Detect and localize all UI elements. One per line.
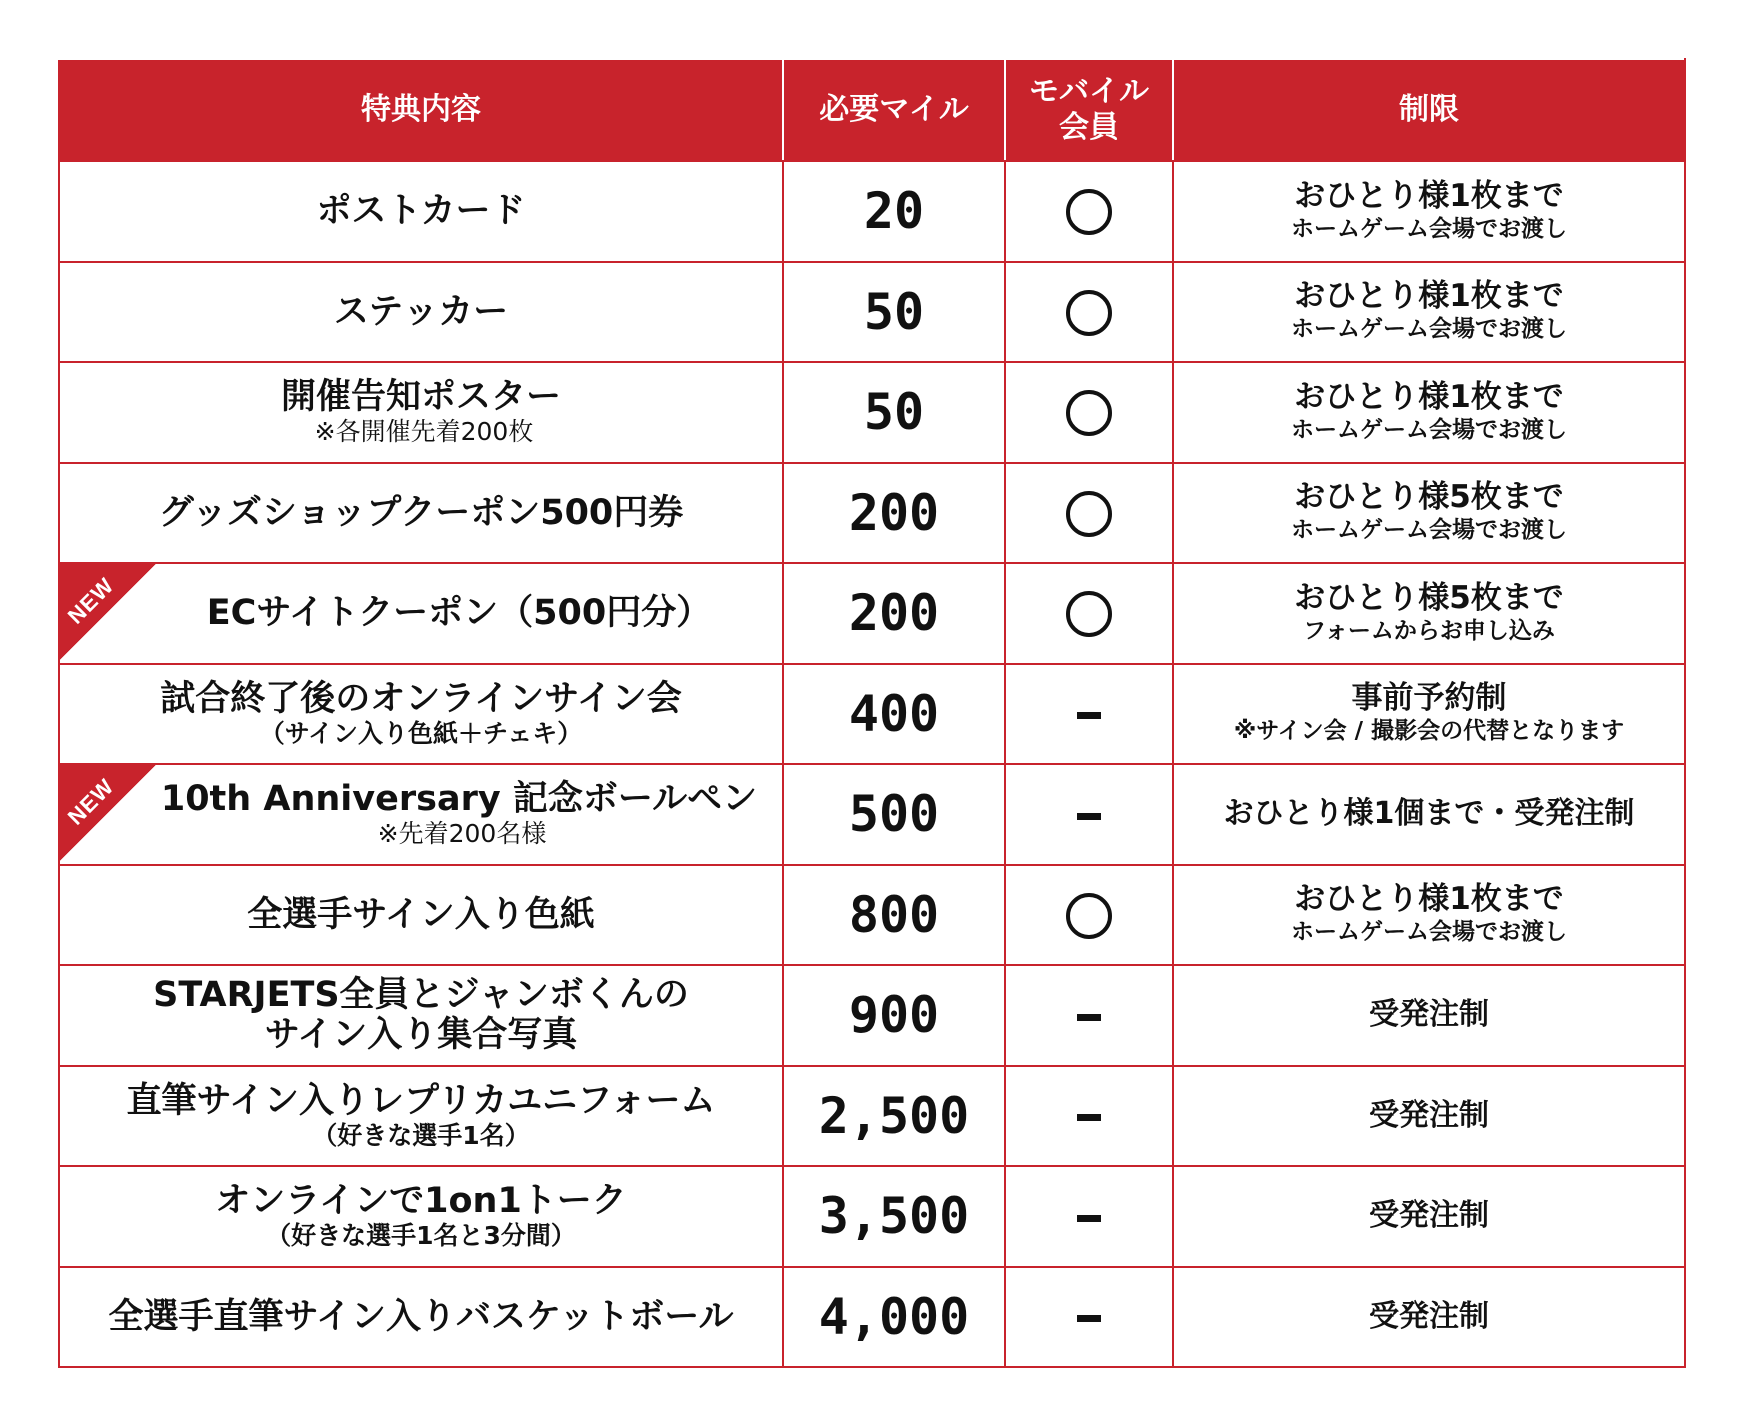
limit-main: おひとり様1枚まで xyxy=(1294,378,1564,415)
available-circle-icon xyxy=(1066,591,1112,637)
limit-cell xyxy=(1173,1267,1685,1368)
item-cell xyxy=(59,161,783,262)
table-row xyxy=(59,161,1685,262)
miles-value: 200 xyxy=(783,463,1005,564)
mobile-cell xyxy=(1005,161,1173,262)
miles-value: 4,000 xyxy=(783,1267,1005,1368)
new-badge-label: NEW xyxy=(62,773,119,830)
limit-main: おひとり様1枚まで xyxy=(1294,278,1564,315)
mobile-cell xyxy=(1005,664,1173,765)
limit-cell xyxy=(1173,664,1685,765)
header-row xyxy=(59,59,1685,161)
mobile-cell xyxy=(1005,1166,1173,1267)
item-name: 開催告知ポスター xyxy=(280,377,561,418)
miles-value: 900 xyxy=(783,965,1005,1066)
table-row xyxy=(59,664,1685,765)
item-name: 試合終了後のオンラインサイン会 xyxy=(160,678,682,719)
item-cell xyxy=(59,1166,783,1267)
item-cell xyxy=(59,664,783,765)
miles-value: 400 xyxy=(783,664,1005,765)
miles-value: 50 xyxy=(783,262,1005,363)
limit-main: 受発注制 xyxy=(1369,1198,1489,1234)
miles-value: 200 xyxy=(783,563,1005,664)
miles-value: 3,500 xyxy=(783,1166,1005,1267)
mobile-cell xyxy=(1005,362,1173,463)
limit-main: おひとり様1枚まで xyxy=(1294,177,1564,214)
limit-sub: ホームゲーム会場でお渡し xyxy=(1291,215,1567,242)
table-row xyxy=(59,563,1685,664)
unavailable-dash-icon xyxy=(1077,1215,1101,1222)
item-name: オンラインで1on1トーク xyxy=(215,1181,627,1222)
header-mobile xyxy=(1005,59,1173,161)
item-cell xyxy=(59,764,783,865)
item-cell xyxy=(59,463,783,564)
mobile-cell xyxy=(1005,965,1173,1066)
miles-value: 800 xyxy=(783,865,1005,966)
limit-cell xyxy=(1173,1166,1685,1267)
header-limit: 制限 xyxy=(1173,59,1685,161)
rewards-table xyxy=(58,58,1686,1368)
header-mobile-line2: 会員 xyxy=(1059,110,1119,145)
item-name: 10th Anniversary 記念ボールペン xyxy=(160,779,758,820)
item-name-line2: サイン入り集合写真 xyxy=(264,1015,578,1056)
table-row xyxy=(59,1066,1685,1167)
available-circle-icon xyxy=(1066,390,1112,436)
mobile-cell xyxy=(1005,865,1173,966)
mobile-cell xyxy=(1005,1066,1173,1167)
item-note: （好きな選手1名と3分間） xyxy=(266,1221,576,1251)
new-badge xyxy=(60,765,156,861)
limit-sub: フォームからお申し込み xyxy=(1303,617,1555,644)
mobile-cell xyxy=(1005,1267,1173,1368)
item-note: ※先着200名様 xyxy=(377,819,547,849)
limit-cell xyxy=(1173,463,1685,564)
item-name: グッズショップクーポン500円券 xyxy=(158,492,684,533)
table-row xyxy=(59,865,1685,966)
limit-cell xyxy=(1173,563,1685,664)
item-cell xyxy=(59,1066,783,1167)
limit-main: おひとり様1枚まで xyxy=(1294,881,1564,918)
header-mobile-line1: モバイル xyxy=(1029,74,1149,109)
limit-main: おひとり様5枚まで xyxy=(1294,579,1564,616)
limit-sub: ホームゲーム会場でお渡し xyxy=(1291,517,1567,544)
available-circle-icon xyxy=(1066,189,1112,235)
new-badge xyxy=(60,564,156,660)
limit-sub: ※サイン会 / 撮影会の代替となります xyxy=(1233,718,1625,745)
mobile-cell xyxy=(1005,764,1173,865)
available-circle-icon xyxy=(1066,491,1112,537)
limit-sub: ホームゲーム会場でお渡し xyxy=(1291,919,1567,946)
table-body xyxy=(59,161,1685,1367)
item-name: ステッカー xyxy=(333,291,509,332)
table-row xyxy=(59,1267,1685,1368)
unavailable-dash-icon xyxy=(1077,1014,1101,1021)
available-circle-icon xyxy=(1066,290,1112,336)
item-cell xyxy=(59,865,783,966)
unavailable-dash-icon xyxy=(1077,1114,1101,1121)
unavailable-dash-icon xyxy=(1077,813,1101,820)
table-row xyxy=(59,965,1685,1066)
limit-cell xyxy=(1173,764,1685,865)
available-circle-icon xyxy=(1066,893,1112,939)
table-row xyxy=(59,262,1685,363)
miles-value: 500 xyxy=(783,764,1005,865)
header-miles: 必要マイル xyxy=(783,59,1005,161)
item-name: 直筆サイン入りレプリカユニフォーム xyxy=(126,1080,716,1121)
item-name: 全選手サイン入り色紙 xyxy=(247,894,595,935)
item-name: STARJETS全員とジャンボくんの xyxy=(153,975,689,1015)
limit-main: おひとり様5枚まで xyxy=(1294,479,1564,516)
header-item: 特典内容 xyxy=(59,59,783,161)
miles-value: 2,500 xyxy=(783,1066,1005,1167)
item-cell xyxy=(59,362,783,463)
limit-cell xyxy=(1173,1066,1685,1167)
item-note: （サイン入り色紙＋チェキ） xyxy=(259,718,583,748)
mobile-cell xyxy=(1005,262,1173,363)
item-cell xyxy=(59,563,783,664)
item-name: 全選手直筆サイン入りバスケットボール xyxy=(108,1296,734,1337)
mobile-cell xyxy=(1005,563,1173,664)
limit-main: 受発注制 xyxy=(1369,1298,1489,1334)
limit-cell xyxy=(1173,161,1685,262)
unavailable-dash-icon xyxy=(1077,712,1101,719)
limit-sub: ホームゲーム会場でお渡し xyxy=(1291,416,1567,443)
limit-sub: ホームゲーム会場でお渡し xyxy=(1291,316,1567,343)
new-badge-label: NEW xyxy=(62,572,119,629)
miles-value: 20 xyxy=(783,161,1005,262)
limit-cell xyxy=(1173,362,1685,463)
item-name: ECサイトクーポン（500円分） xyxy=(206,593,712,634)
item-cell xyxy=(59,1267,783,1368)
item-note: ※各開催先着200枚 xyxy=(314,417,534,447)
limit-main: 事前予約制 xyxy=(1351,680,1507,717)
limit-cell xyxy=(1173,262,1685,363)
limit-main: 受発注制 xyxy=(1369,1097,1489,1133)
table-row xyxy=(59,1166,1685,1267)
limit-main: 受発注制 xyxy=(1369,997,1489,1033)
table-row xyxy=(59,764,1685,865)
table-row xyxy=(59,463,1685,564)
unavailable-dash-icon xyxy=(1077,1315,1101,1322)
item-name: ポストカード xyxy=(316,191,526,232)
item-note: （好きな選手1名） xyxy=(312,1120,530,1150)
limit-cell xyxy=(1173,965,1685,1066)
limit-main: おひとり様1個まで・受発注制 xyxy=(1223,796,1635,832)
limit-cell xyxy=(1173,865,1685,966)
miles-value: 50 xyxy=(783,362,1005,463)
mobile-cell xyxy=(1005,463,1173,564)
item-cell xyxy=(59,262,783,363)
table-row xyxy=(59,362,1685,463)
item-cell xyxy=(59,965,783,1066)
